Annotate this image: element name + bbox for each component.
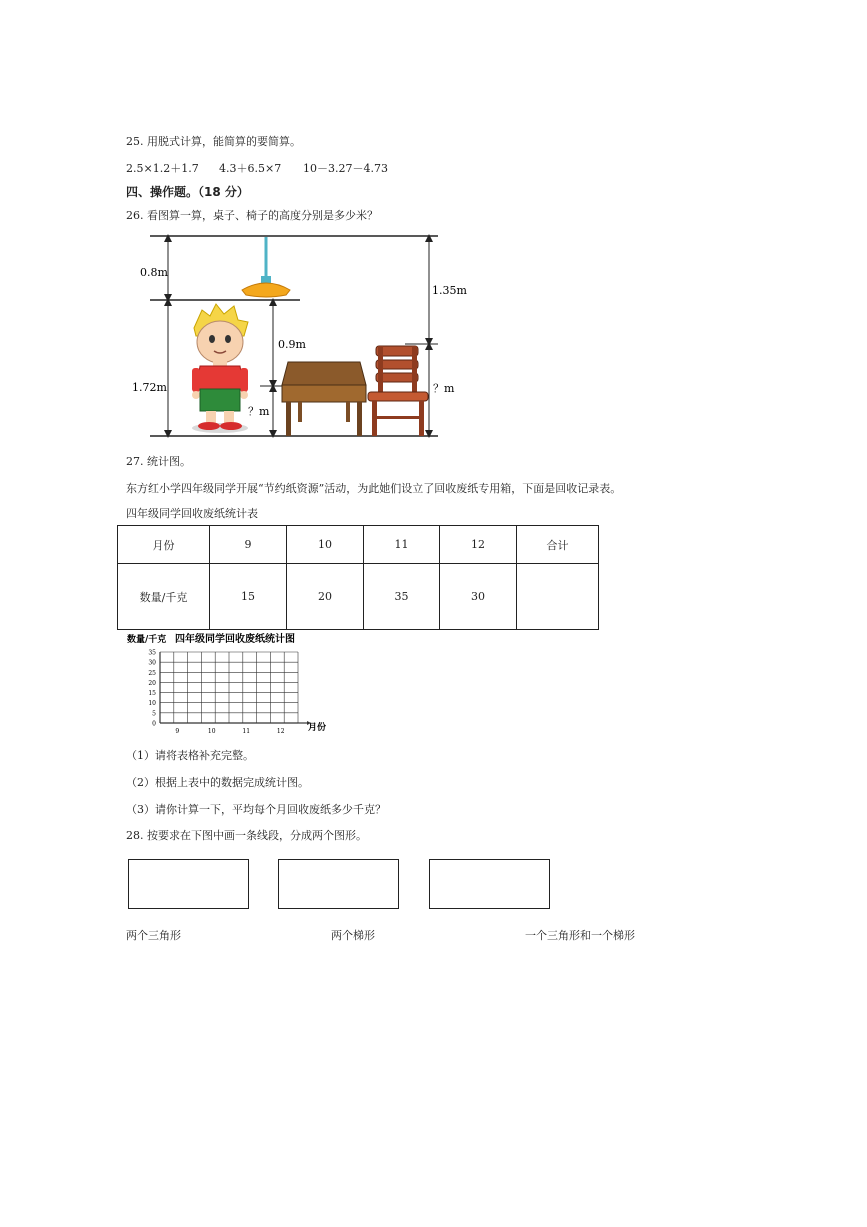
data-cell: 30 bbox=[440, 564, 517, 630]
y-tick-label: 35 bbox=[148, 649, 156, 657]
x-tick-label: 10 bbox=[207, 728, 216, 735]
caption-triangle-and-trapezoid: 一个三角形和一个梯形 bbox=[525, 929, 635, 942]
label-1-72: 1.72m bbox=[132, 381, 167, 394]
q25-expr-2: 4.3＋6.5×7 bbox=[219, 162, 282, 175]
label-1-35: 1.35m bbox=[432, 284, 467, 297]
y-tick-label: 30 bbox=[148, 659, 156, 667]
table-data-row bbox=[118, 564, 599, 630]
blank-bar-chart bbox=[124, 630, 344, 740]
data-cell: 20 bbox=[287, 564, 364, 630]
caption-two-trapezoids: 两个梯形 bbox=[331, 929, 375, 942]
data-cell: 15 bbox=[210, 564, 287, 630]
drawing-box-1[interactable] bbox=[128, 859, 249, 909]
header-cell: 月份 bbox=[118, 526, 210, 564]
q26-title: 26. 看图算一算，桌子、椅子的高度分别是多少米？ bbox=[126, 209, 378, 222]
chart-x-ticks bbox=[175, 728, 284, 735]
label-table: ？m bbox=[248, 405, 270, 418]
y-tick-label: 25 bbox=[148, 669, 156, 677]
chair-illustration bbox=[368, 346, 428, 436]
data-cell: 35 bbox=[364, 564, 440, 630]
chart-title: 四年级同学回收废纸统计图 bbox=[175, 634, 295, 645]
q27-sub2: （2）根据上表中的数据完成统计图。 bbox=[126, 776, 309, 789]
q25-expr-3: 10－3.27－4.73 bbox=[303, 162, 388, 175]
header-cell: 9 bbox=[210, 526, 287, 564]
y-tick-label: 15 bbox=[148, 690, 156, 698]
x-tick-label: 11 bbox=[242, 728, 251, 735]
q27-title: 27. 统计图。 bbox=[126, 455, 191, 468]
q28-title: 28. 按要求在下图中画一条线段，分成两个图形。 bbox=[126, 829, 367, 842]
header-cell: 10 bbox=[287, 526, 364, 564]
chart-y-ticks bbox=[148, 650, 156, 728]
q27-sub3: （3）请你计算一下，平均每个月回收废纸多少千克？ bbox=[126, 803, 386, 816]
table-illustration bbox=[282, 362, 366, 436]
header-cell: 合计 bbox=[517, 526, 599, 564]
chart-ylabel: 数量/千克 bbox=[127, 635, 167, 645]
q27-sub1: （1）请将表格补充完整。 bbox=[126, 749, 254, 762]
recycling-table bbox=[117, 525, 599, 630]
drawing-box-3[interactable] bbox=[429, 859, 550, 909]
q27-description: 东方红小学四年级同学开展“节约纸资源”活动，为此她们设立了回收废纸专用箱，下面是回收记录表。 bbox=[126, 482, 622, 495]
x-tick-label: 9 bbox=[175, 728, 180, 735]
label-chair: ？m bbox=[433, 382, 455, 395]
total-cell-empty bbox=[517, 564, 599, 630]
chart-grid bbox=[160, 652, 311, 725]
height-diagram bbox=[120, 228, 480, 443]
y-tick-label: 0 bbox=[152, 720, 156, 728]
boy-illustration bbox=[192, 304, 248, 433]
y-tick-label: 5 bbox=[152, 710, 156, 718]
q25-title: 25. 用脱式计算，能简算的要简算。 bbox=[126, 135, 301, 148]
drawing-box-2[interactable] bbox=[278, 859, 399, 909]
table-header-row bbox=[118, 526, 599, 564]
y-tick-label: 10 bbox=[148, 700, 156, 708]
chart-xlabel: 月份 bbox=[308, 723, 327, 733]
lamp-illustration bbox=[242, 237, 290, 297]
data-cell: 数量/千克 bbox=[118, 564, 210, 630]
y-tick-label: 20 bbox=[148, 679, 156, 687]
label-0-9: 0.9m bbox=[278, 338, 306, 351]
header-cell: 11 bbox=[364, 526, 440, 564]
caption-two-triangles: 两个三角形 bbox=[126, 929, 181, 942]
x-tick-label: 12 bbox=[276, 728, 285, 735]
label-0-8: 0.8m bbox=[140, 266, 168, 279]
section-heading: 四、操作题。（18 分） bbox=[126, 185, 249, 199]
q25-expr-1: 2.5×1.2＋1.7 bbox=[126, 162, 199, 175]
table-title: 四年级同学回收废纸统计表 bbox=[126, 507, 258, 520]
header-cell: 12 bbox=[440, 526, 517, 564]
